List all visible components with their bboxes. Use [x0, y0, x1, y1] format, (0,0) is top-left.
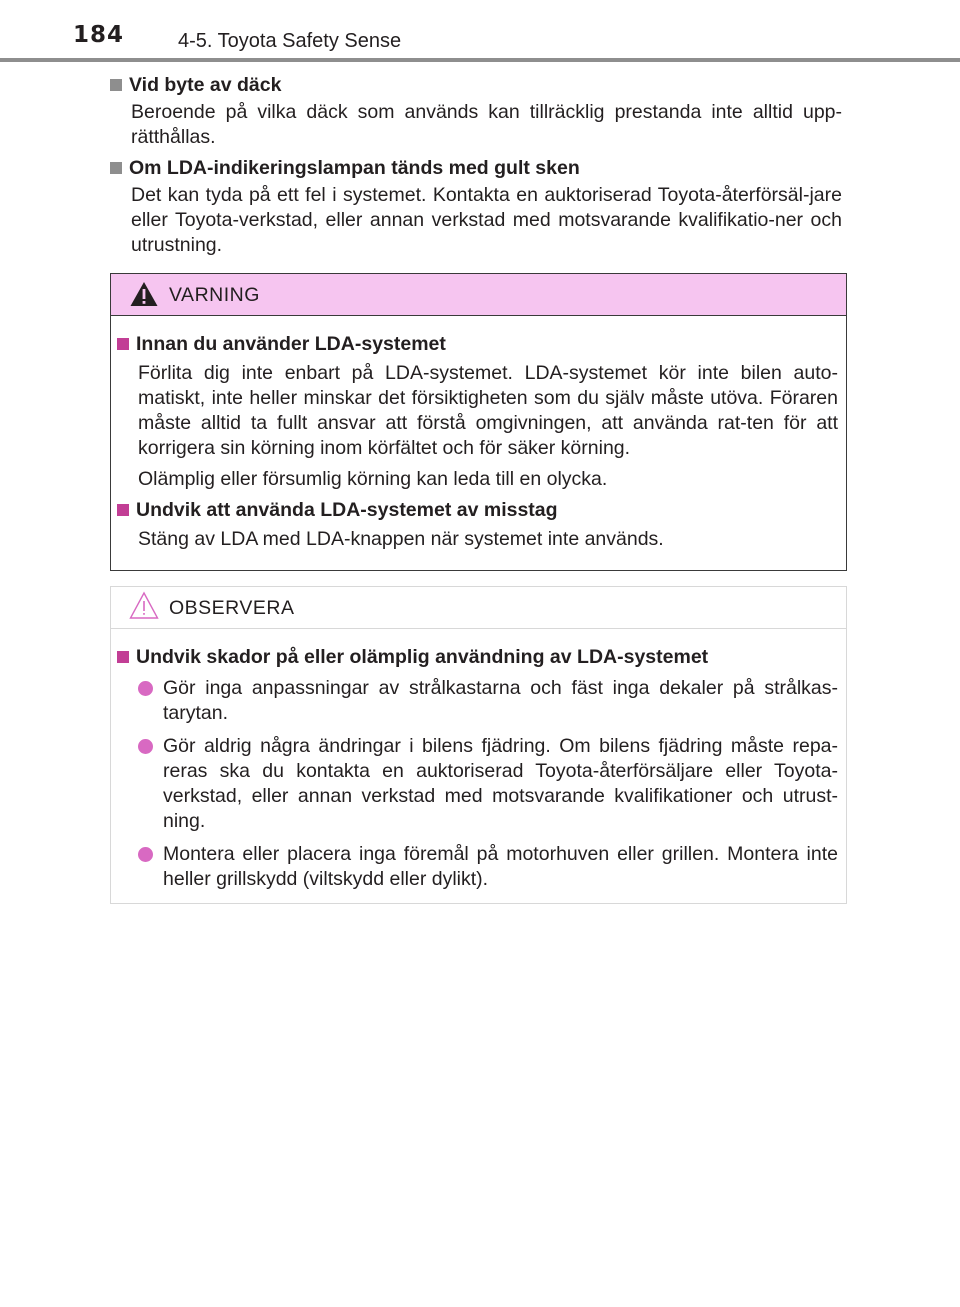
intro-text: Det kan tyda på ett fel i systemet. Kontakta en auktoriserad Toyota-återförsäl-jare eller Toyota-verkstad, eller annan verkstad med motsvarande kvalifikatio-ner och utrustning. [131, 184, 842, 256]
intro-section-lda-lamp [110, 156, 842, 258]
warning-text: Olämplig eller försumlig körning kan leda till en olycka. [138, 468, 608, 490]
section-title: 4-5. Toyota Safety Sense [178, 30, 402, 52]
notice-bullet: Montera eller placera inga föremål på motorhuven eller grillen. Montera inte heller grillskydd (viltskydd eller dylikt). [138, 842, 838, 892]
warning-text: Stäng av LDA med LDA-knappen när systemet inte används. [138, 528, 664, 550]
warning-box [110, 273, 847, 571]
square-bullet-icon [117, 651, 129, 663]
header-divider [0, 58, 960, 62]
square-bullet-icon [117, 504, 129, 516]
caution-triangle-icon [129, 591, 159, 621]
notice-header [111, 587, 846, 629]
notice-title: OBSERVERA [169, 597, 295, 619]
intro-section-tires [110, 73, 842, 150]
intro-heading: Vid byte av däck [129, 74, 282, 96]
notice-bullet: Gör inga anpassningar av strålkastarna och fäst inga dekaler på strålkas-tarytan. [138, 676, 838, 726]
warning-heading: Innan du använder LDA-systemet [136, 333, 446, 355]
intro-heading: Om LDA-indikeringslampan tänds med gult sken [129, 157, 580, 179]
warning-triangle-icon [129, 280, 159, 308]
warning-title: VARNING [169, 284, 260, 306]
page-number: 184 [73, 22, 125, 48]
warning-heading: Undvik att använda LDA-systemet av misstag [136, 499, 558, 521]
page-header [0, 0, 960, 62]
notice-heading: Undvik skador på eller olämplig användning av LDA-systemet [136, 646, 709, 668]
warning-content [117, 332, 838, 552]
notice-bullet: Gör aldrig några ändringar i bilens fjädring. Om bilens fjädring måste repa-reras ska du kontakta en auktoriserad Toyota-återförsäljare eller Toyota-verkstad, eller annan verkstad med motsvarande kvalifikationer och utrust-ning. [138, 734, 838, 834]
circle-bullet-icon [138, 847, 153, 862]
notice-box [110, 586, 847, 904]
square-bullet-icon [110, 79, 122, 91]
square-bullet-icon [117, 338, 129, 350]
intro-text: Beroende på vilka däck som används kan tillräcklig prestanda inte alltid upp-rätthållas. [131, 101, 842, 148]
warning-header [111, 274, 846, 316]
square-bullet-icon [110, 162, 122, 174]
notice-content [117, 645, 838, 892]
circle-bullet-icon [138, 681, 153, 696]
circle-bullet-icon [138, 739, 153, 754]
warning-text: Förlita dig inte enbart på LDA-systemet. LDA-systemet kör inte bilen auto-matiskt, inte heller minskar det försiktigheten som du själv måste utöva. Föraren måste alltid ta fullt ansvar att förstå omgivningen, att använda rat-ten för att korrigera sin körning inom körfältet och för säker körning. [138, 362, 838, 459]
